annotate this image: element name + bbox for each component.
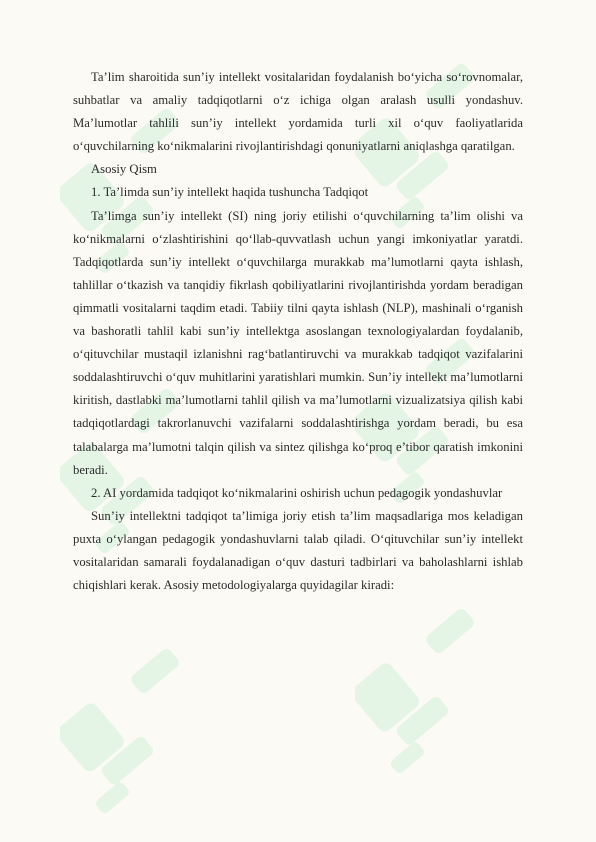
subsection-heading-1: 1. Ta’limda sun’iy intellekt haqida tushuncha Tadqiqot [91, 185, 369, 200]
section-heading-main: Asosiy Qism [91, 162, 157, 177]
paragraph-ai-concept: Ta’limga sun’iy intellekt (SI) ning joriy etilishi o‘quvchilarning ta’lim olishi va ko‘nikmalarni o‘zlashtirishini qo‘llab-quvvatlash uchun yangi imkoniyatlar yaratdi. Tadqiqotlarda sun’iy intellekt o‘quvchilarga murakkab ma’lumotlarni qayta ishlash, tahlillar o‘tkazish va tanqidiy fikrlash qobiliyatlarini rivojlantirishda yordam beradigan qimmatli vositalarni taqdim etadi. Tabiiy tilni qayta ishlash (NLP), mashinali o‘rganish va bashoratli tahlil kabi sun’iy intellektga asoslangan texnologiyalardan foydalanib, o‘qituvchilar mustaqil izlanishni rag‘batlantiruvchi va murakkab tadqiqot vazifalarini soddalashtiruvchi o‘quv muhitlarini yaratishlari mumkin. Sun’iy intellekt ma’lumotlarni kiritish, dastlabki ma’lumotlarni tahlil qilish va ma’lumotlarni vizualizatsiya qilish kabi tadqiqotlardagi takrorlanuvchi vazifalarni soddalashtirishga yordam beradi, bu esa talabalarga ma’lumotni talqin qilish va sintez qilishga ko‘proq e’tibor qaratish imkonini beradi. [73, 208, 523, 477]
subsection-heading-2: 2. AI yordamida tadqiqot ko‘nikmalarini oshirish uchun pedagogik yondashuvlar [91, 485, 503, 500]
watermark-icon [60, 640, 210, 820]
paragraph-intro: Ta’lim sharoitida sun’iy intellekt vositalaridan foydalanish bo‘yicha so‘rovnomalar, suhbatlar va amaliy tadqiqotlarni o‘z ichiga olgan aralash usulli yondashuv. Ma’lumotlar tahlili sun’iy intellekt yordamida turli xil o‘quv faoliyatlarida o‘quvchilarning ko‘nikmalarini rivojlantirishdagi qonuniyatlarni aniqlashga qaratilgan. [73, 70, 523, 154]
document-body [73, 66, 523, 597]
paragraph-pedagogy: Sun’iy intellektni tadqiqot ta’limiga joriy etish ta’lim maqsadlariga mos keladigan puxta o‘ylangan pedagogik yondashuvlarni talab qiladi. O‘qituvchilar sun’iy intellekt vositalaridan samarali foydalanadigan o‘quv dasturi tadbirlari va baholashlarni ishlab chiqishlari kerak. Asosiy metodologiyalarga quyidagilar kiradi: [73, 508, 523, 593]
watermark-icon [355, 600, 505, 780]
